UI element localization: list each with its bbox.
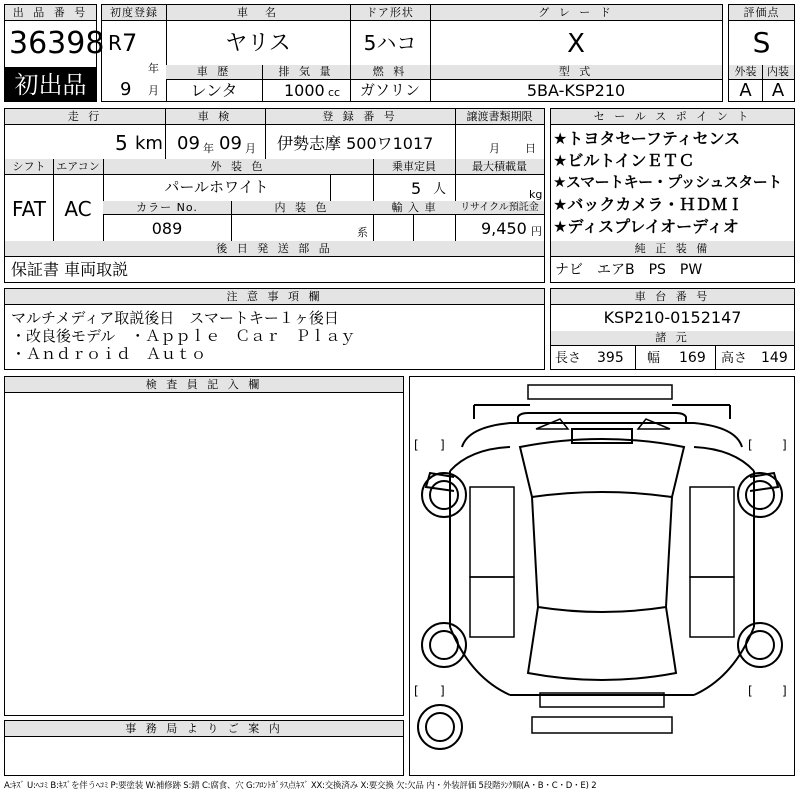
fuel-value: ガソリン [359,81,420,99]
lot-box [4,4,105,102]
vehicle-header [101,4,723,102]
chassis-value: KSP210-0152147 [603,308,742,327]
capacity-unit: 人 [433,182,447,197]
inspection-year-unit: 年 [203,142,214,155]
year-unit: 年 [148,62,159,75]
shift-value: FAT [11,197,46,221]
selling-point-item: ★スマートキー・プッシュスタート [553,173,782,191]
displacement-value: 1000 [284,81,325,100]
color-no-value: 089 [151,219,183,238]
reg-month: 9 [120,79,132,100]
first-listing-text: 初出品 [14,71,87,99]
interior-grade: A [771,80,785,101]
color-value: パールホワイト [164,178,269,196]
inspector-label: 検 査 員 記 入 欄 [5,377,403,393]
car-name: ヤリス [225,31,291,56]
notes-line: ・改良後モデル ・Ａｐｐｌｅ Ｃａｒ Ｐｌａｙ [11,327,356,345]
width-label: 幅 [647,351,661,366]
color-no-label: カラー No. [103,201,231,215]
selling-point-item: ★ビルトインＥＴＣ [553,151,695,170]
equipment-label: 純 正 装 備 [551,241,794,257]
mileage-label: 走 行 [5,109,165,125]
model-label: 型 式 [430,65,722,80]
interior-color-label: 内 装 色 [231,201,373,215]
model-value: 5BA-KSP210 [526,81,626,100]
inspection-month-unit: 月 [245,142,256,155]
import-label: 輸 入 車 [373,201,455,215]
exterior-grade: A [739,80,752,101]
length-value: 395 [597,350,624,366]
height-value: 149 [761,350,788,366]
later-label: 後 日 発 送 部 品 [5,241,544,257]
later-value: 保証書 車両取説 [11,260,129,279]
svg-text:]: ] [782,684,787,698]
notes-line: マルチメディア取説後日 スマートキー１ヶ後日 [11,309,339,327]
recycle-label: リサイクル預託金 [455,201,544,215]
length-label: 長さ [555,351,582,366]
selling-points [550,108,795,283]
selling-points-label: セ ー ル ス ポ イ ン ト [551,109,794,125]
load-label: 最大積載量 [455,159,544,175]
svg-text:]: ] [440,438,445,452]
legend-text: A:ｷｽﾞ U:ﾍｺﾐ B:ｷｽﾞを伴うﾍｺﾐ P:要塗装 W:補修跡 S:錆 C:腐食、穴 G:ﾌﾛﾝﾄｶﾞﾗｽ点ｷｽﾞ XX:交換済み X:要交換 欠:欠品 内・外装評価 5段階ﾗﾝｸ順(A・B・C・D・E) 2 [4,781,597,791]
svg-text:[: [ [748,438,753,452]
chassis-label: 車 台 番 号 [551,289,794,305]
grade-label: グ レ ー ド [430,5,722,21]
selling-point-item: ★トヨタセーフティセンス [553,129,741,148]
height-label: 高さ [721,351,748,366]
shift-label: シフト [5,159,53,175]
width-value: 169 [679,350,706,366]
plate-value: 伊勢志摩 500ワ1017 [277,134,434,153]
inspection-label: 車 検 [165,109,265,125]
displacement-label: 排 気 量 [262,65,350,80]
recycle-unit: 円 [531,225,542,238]
displacement-unit: cc [328,86,341,99]
load-unit: kg [529,188,543,201]
equipment-value: ナビ エアB PS PW [555,262,703,278]
notes-box [4,288,545,370]
exterior-label: 外装 [729,65,762,80]
color-label: 外 装 色 [103,159,373,175]
lot-label: 出 品 番 号 [5,5,96,21]
first-listing-badge [5,68,96,101]
first-reg-label: 初度登録 [102,5,166,21]
dims-label: 諸 元 [551,331,794,346]
history-label: 車 歴 [166,65,262,80]
grade-value: X [567,29,585,59]
svg-text:]: ] [440,684,445,698]
interior-label: 内装 [762,65,794,80]
ac-value: AC [64,197,92,221]
rating-label: 評価点 [729,5,794,21]
spec-table [4,108,545,283]
mileage-value: 5 [115,131,128,155]
rating-box [728,4,795,102]
notes-label: 注 意 事 項 欄 [5,289,544,305]
door-label: ドア形状 [350,5,430,21]
door-type: 5ハコ [363,31,417,55]
inspection-year: 09 [177,133,200,154]
plate-label: 登 録 番 号 [265,109,455,125]
transfer-month-unit: 月 [489,142,500,155]
inspector-box [4,376,404,716]
car-name-label: 車 名 [166,5,350,21]
svg-text:]: ] [782,438,787,452]
selling-point-item: ★ディスプレイオーディオ [553,217,739,236]
notes-line: ・Ａｎｄｒｏｉｄ Ａｕｔｏ [11,345,207,363]
interior-color-unit: 系 [357,226,368,239]
recycle-value: 9,450 [481,219,527,238]
car-diagram-box [409,376,795,776]
svg-text:[: [ [414,684,419,698]
svg-text:[: [ [748,684,753,698]
rating-value: S [752,26,771,59]
reg-year: 7 [122,29,138,57]
selling-point-item: ★バックカメラ・ＨＤＭＩ [553,195,744,214]
office-box [4,720,404,776]
ac-label: エアコン [53,159,103,175]
capacity-label: 乗車定員 [373,159,455,175]
chassis-box [550,288,795,370]
capacity-value: 5 [411,179,422,198]
office-label: 事 務 局 よ り ご 案 内 [5,721,403,737]
mileage-unit: km [135,133,163,154]
car-diagram [410,377,794,775]
fuel-label: 燃 料 [350,65,430,80]
transfer-day-unit: 日 [525,142,536,155]
svg-text:[: [ [414,438,419,452]
history-value: レンタ [190,81,238,100]
month-unit: 月 [148,84,159,97]
era: R [108,31,122,55]
transfer-label: 譲渡書類期限 [455,109,544,125]
inspection-month: 09 [219,133,242,154]
lot-number: 36398 [9,26,105,61]
